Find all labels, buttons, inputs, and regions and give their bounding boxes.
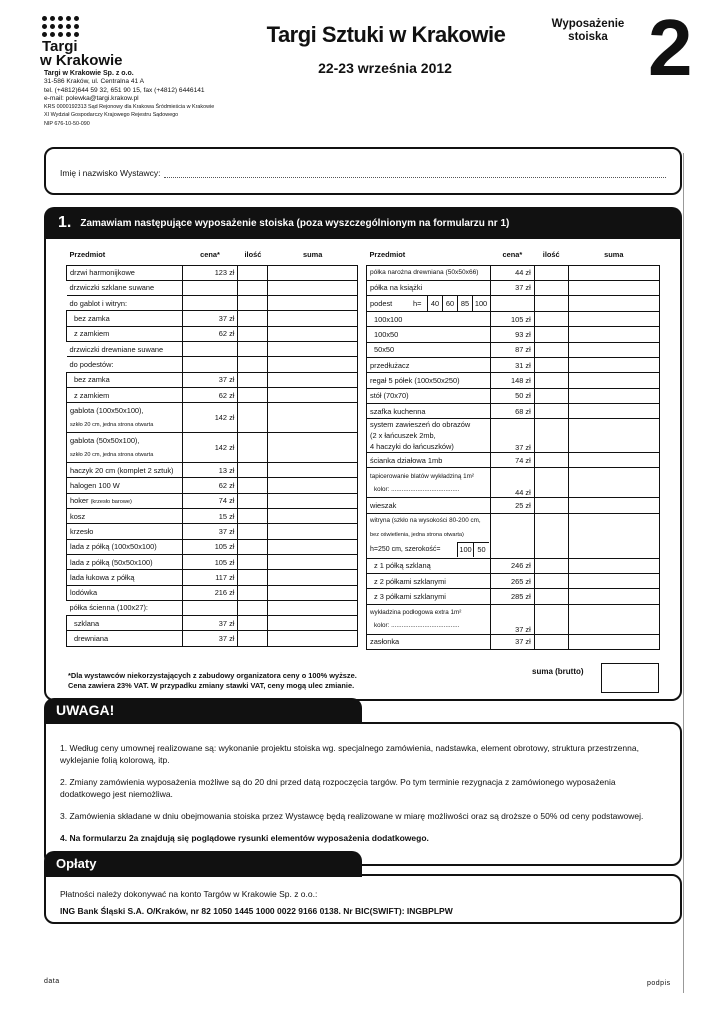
sum-cell[interactable] <box>568 574 659 589</box>
item-price: 148 zł <box>490 373 534 388</box>
table-row <box>367 312 660 327</box>
footnote-line1: *Dla wystawców niekorzystających z zabudowy organizatora ceny o 100% wyższe. <box>68 671 357 680</box>
payment-info: Płatności należy dokonywać na konto Targów w Krakowie Sp. z o.o.: <box>60 889 318 899</box>
qty-cell[interactable] <box>534 265 568 280</box>
table-row <box>367 388 660 403</box>
logo-text-line2: w Krakowie <box>40 52 123 69</box>
table-row <box>67 265 358 280</box>
table-row <box>67 585 358 600</box>
item-price: 265 zł <box>490 574 534 589</box>
qty-cell[interactable] <box>238 387 268 402</box>
sum-cell[interactable] <box>268 326 358 341</box>
width-option[interactable]: 100 <box>457 542 473 557</box>
qty-cell[interactable] <box>534 498 568 513</box>
item-name: halogen 100 W <box>67 478 183 493</box>
item-price: 15 zł <box>182 509 238 524</box>
sum-cell[interactable] <box>268 570 358 585</box>
item-name <box>367 513 491 558</box>
item-name-line: tapicerowanie blatów wykładziną 1m² <box>370 472 474 480</box>
sum-cell[interactable] <box>268 585 358 600</box>
sum-cell[interactable] <box>568 327 659 342</box>
sum-cell[interactable] <box>268 265 358 280</box>
table-row <box>67 341 358 356</box>
qty-cell[interactable] <box>534 357 568 372</box>
table-row <box>367 327 660 342</box>
sum-cell[interactable] <box>268 463 358 478</box>
table-row <box>367 558 660 573</box>
item-price: 31 zł <box>490 357 534 372</box>
item-price: 37 zł <box>182 631 238 646</box>
item-price: 62 zł <box>182 478 238 493</box>
item-price: 62 zł <box>182 387 238 402</box>
table-row <box>67 357 358 372</box>
margin-line <box>683 153 684 993</box>
table-row <box>67 387 358 402</box>
item-name: bez zamka <box>67 372 183 387</box>
item-note: (krzesło barowe) <box>90 499 132 506</box>
item-name: drzwiczki drewniane suwane <box>67 341 183 356</box>
col-sum: suma <box>568 245 659 265</box>
item-price: 50 zł <box>490 388 534 403</box>
table-row <box>367 634 660 649</box>
qty-cell[interactable] <box>238 570 268 585</box>
item-price: 37 zł <box>182 524 238 539</box>
podest-heights <box>367 296 491 312</box>
item-name: z 1 półką szklaną <box>367 558 491 573</box>
item-note: szkło 20 cm, jedna strona otwarta <box>70 421 154 428</box>
item-name <box>367 604 491 634</box>
sum-cell[interactable] <box>568 342 659 357</box>
note-1: 1. Według ceny umownej realizowane są: wykonanie projektu stoiska wg. specjalnego zamówienia, nadstawka, element obrotowy, struktura przestrzenna, wyklejanie folią kolorową, itp. <box>60 743 639 765</box>
sum-cell[interactable] <box>568 498 659 513</box>
table-row <box>67 600 358 615</box>
company-address: 31-586 Kraków, ul. Centralna 41 A <box>44 78 145 86</box>
table-row <box>67 311 358 326</box>
table-row <box>367 604 660 634</box>
company-info <box>44 70 234 128</box>
item-price: 123 zł <box>182 265 238 280</box>
table-row <box>367 498 660 513</box>
company-court: XI Wydział Gospodarczy Krajowego Rejestru Sądowego <box>44 112 179 119</box>
qty-cell[interactable] <box>238 493 268 508</box>
item-price: 246 zł <box>490 558 534 573</box>
note-3: 3. Zamówienia składane w dniu obejmowania stoiska przez Wystawcę będą realizowane w miarę możliwości oraz są droższe o 50% od ceny podstawowej. <box>60 811 644 821</box>
item-price: 74 zł <box>490 453 534 468</box>
item-name: haczyk 20 cm (komplet 2 sztuk) <box>67 463 183 478</box>
equipment-table-right <box>366 245 660 650</box>
item-price: 105 zł <box>490 312 534 327</box>
sum-cell[interactable] <box>268 554 358 569</box>
page-title: Targi Sztuki w Krakowie <box>266 22 506 47</box>
item-price: 216 zł <box>182 585 238 600</box>
table-row <box>367 280 660 295</box>
item-name: przedłużacz <box>367 357 491 372</box>
item-price: 105 zł <box>182 554 238 569</box>
qty-cell[interactable] <box>534 342 568 357</box>
table-row <box>67 403 358 433</box>
qty-cell[interactable] <box>534 604 568 634</box>
sum-cell[interactable] <box>568 265 659 280</box>
table-row <box>67 570 358 585</box>
qty-cell[interactable] <box>238 539 268 554</box>
uwaga-notes <box>44 722 682 866</box>
company-name: Targi w Krakowie Sp. z o.o. <box>44 70 134 77</box>
item-price: 74 zł <box>182 493 238 508</box>
table-row <box>367 574 660 589</box>
equipment-table-left <box>66 245 358 647</box>
qty-cell[interactable] <box>238 326 268 341</box>
qty-cell[interactable] <box>238 554 268 569</box>
item-price: 44 zł <box>490 265 534 280</box>
item-name: drewniana <box>67 631 183 646</box>
item-price: 93 zł <box>490 327 534 342</box>
item-price: 105 zł <box>182 539 238 554</box>
table-row <box>67 478 358 493</box>
table-row <box>67 554 358 569</box>
col-item: Przedmiot <box>367 245 491 265</box>
item-name: wieszak <box>367 498 491 513</box>
item-price: 37 zł <box>490 604 534 634</box>
sum-cell[interactable] <box>568 280 659 295</box>
logo-text-line1: Targi <box>42 38 78 55</box>
item-price: 37 zł <box>490 634 534 649</box>
item-name <box>67 403 183 433</box>
item-price: 68 zł <box>490 403 534 418</box>
company-email: e-mail: polewka@targi.krakow.pl <box>44 94 139 102</box>
oplaty-box <box>44 874 682 924</box>
item-name: z 3 półkami szklanymi <box>367 589 491 604</box>
item-price: 62 zł <box>182 326 238 341</box>
section1-title: Zamawiam następujące wyposażenie stoiska (poza wyszczególnionym na formularzu nr 1) <box>80 217 510 229</box>
item-name: z zamkiem <box>67 326 183 341</box>
qty-cell[interactable] <box>238 372 268 387</box>
item-name-line: gablota (50x50x100), <box>70 435 140 445</box>
item-name: stół (70x70) <box>367 388 491 403</box>
qty-cell[interactable] <box>534 453 568 468</box>
table-row <box>67 524 358 539</box>
item-price: 13 zł <box>182 463 238 478</box>
table-row <box>367 453 660 468</box>
section1-number: 1. <box>58 214 72 231</box>
item-name-line: gablota (100x50x100), <box>70 405 144 415</box>
qty-cell[interactable] <box>534 373 568 388</box>
height-option[interactable]: 60 <box>442 296 457 311</box>
qty-cell[interactable] <box>534 589 568 604</box>
qty-cell[interactable] <box>238 311 268 326</box>
height-option[interactable]: 100 <box>472 296 489 311</box>
qty-cell[interactable] <box>534 327 568 342</box>
table-row <box>367 357 660 372</box>
item-name: lada łukowa z półką <box>67 570 183 585</box>
table-row <box>67 326 358 341</box>
item-price: 25 zł <box>490 498 534 513</box>
company-nip: NIP 676-10-50-090 <box>44 120 90 127</box>
item-name <box>367 468 491 498</box>
item-name: 100x50 <box>367 327 491 342</box>
form-category-line1: Wyposażenie <box>551 18 625 30</box>
item-name-line: 4 haczyki do łańcuszków) <box>370 442 454 452</box>
item-name: ścianka działowa 1mb <box>367 453 491 468</box>
sum-cell[interactable] <box>268 372 358 387</box>
date-label: data <box>44 978 60 985</box>
item-name: półka na książki <box>367 280 491 295</box>
table-row <box>367 265 660 280</box>
table-row <box>67 509 358 524</box>
qty-cell[interactable] <box>238 433 268 463</box>
item-name: do gablot i witryn: <box>67 296 183 311</box>
item-price: 37 zł <box>490 419 534 453</box>
sum-cell[interactable] <box>568 634 659 649</box>
qty-cell[interactable] <box>534 419 568 453</box>
footnote-line2: Cena zawiera 23% VAT. W przypadku zmiany stawki VAT, ceny mogą ulec zmianie. <box>68 681 355 690</box>
item-name <box>67 493 183 508</box>
logo-dots-icon <box>42 16 78 38</box>
item-name: do podestów: <box>67 357 183 372</box>
item-name: półka ścienna (100x27): <box>67 600 183 615</box>
item-name: bez zamka <box>67 311 183 326</box>
qty-cell[interactable] <box>238 463 268 478</box>
item-name: 50x50 <box>367 342 491 357</box>
item-price: 37 zł <box>182 311 238 326</box>
total-label: suma (brutto) <box>532 667 584 676</box>
price-footnote <box>68 671 357 691</box>
item-name: z 2 półkami szklanymi <box>367 574 491 589</box>
col-price: cena* <box>490 245 534 265</box>
col-item: Przedmiot <box>67 245 183 265</box>
item-name-line: witryna (szkło na wysokości 80-200 cm, <box>370 517 481 525</box>
qty-cell[interactable] <box>238 631 268 646</box>
sum-cell[interactable] <box>568 589 659 604</box>
table-row <box>67 372 358 387</box>
table-row <box>367 419 660 453</box>
table-row <box>67 280 358 295</box>
table-row <box>67 493 358 508</box>
sum-cell[interactable] <box>568 558 659 573</box>
table-row <box>367 403 660 418</box>
sum-cell[interactable] <box>268 387 358 402</box>
sum-cell[interactable] <box>268 311 358 326</box>
exhibitor-label: Imię i nazwisko Wystawcy: <box>60 168 161 178</box>
table-row <box>67 433 358 463</box>
table-row <box>367 589 660 604</box>
qty-cell[interactable] <box>238 585 268 600</box>
item-name: podest <box>370 299 393 309</box>
table-row <box>367 373 660 388</box>
item-price: 285 zł <box>490 589 534 604</box>
exhibitor-box <box>44 147 682 195</box>
item-note: szkło 20 cm, jedna strona otwarta <box>70 451 154 458</box>
table-row <box>367 468 660 498</box>
company-phone: tel. (+4812)644 59 32, 651 90 15, fax (+4812) 6446141 <box>44 86 205 94</box>
table-row <box>67 616 358 631</box>
form-category-line2: stoiska <box>568 31 608 43</box>
item-name-main: hoker <box>70 496 89 506</box>
qty-cell[interactable] <box>238 509 268 524</box>
table-row <box>67 539 358 554</box>
sum-cell[interactable] <box>568 604 659 634</box>
height-option[interactable]: 40 <box>427 296 442 311</box>
uwaga-title: UWAGA! <box>44 698 362 724</box>
item-price: 87 zł <box>490 342 534 357</box>
item-name: z zamkiem <box>67 387 183 402</box>
qty-cell[interactable] <box>238 616 268 631</box>
item-note: bez oświetlenia, jedna strona otwarta) <box>370 532 464 539</box>
item-name: drzwi harmonijkowe <box>67 265 183 280</box>
qty-cell[interactable] <box>534 574 568 589</box>
sum-cell[interactable] <box>568 468 659 498</box>
item-name: lodówka <box>67 585 183 600</box>
event-dates: 22-23 września 2012 <box>318 60 452 76</box>
sum-cell[interactable] <box>268 493 358 508</box>
qty-cell[interactable] <box>534 403 568 418</box>
col-qty: ilość <box>534 245 568 265</box>
col-qty: ilość <box>238 245 268 265</box>
sum-cell[interactable] <box>568 419 659 453</box>
item-name: drzwiczki szklane suwane <box>67 280 183 295</box>
item-name: zasłonka <box>367 634 491 649</box>
item-name: szafka kuchenna <box>367 403 491 418</box>
sum-cell[interactable] <box>568 312 659 327</box>
table-row <box>367 342 660 357</box>
item-price: 142 zł <box>182 403 238 433</box>
item-price: 37 zł <box>490 280 534 295</box>
qty-cell[interactable] <box>534 558 568 573</box>
sum-cell[interactable] <box>268 433 358 463</box>
item-name: 100x100 <box>367 312 491 327</box>
form-category <box>548 18 628 44</box>
col-price: cena* <box>182 245 238 265</box>
color-field[interactable]: kolor: ....................................... <box>374 485 460 493</box>
table-row <box>67 463 358 478</box>
sum-cell[interactable] <box>568 373 659 388</box>
table-row <box>67 296 358 311</box>
qty-cell[interactable] <box>534 634 568 649</box>
qty-cell[interactable] <box>238 265 268 280</box>
note-2: 2. Zmiany zamówienia wyposażenia możliwe są do 20 dni przed datą rozpoczęcia targów. Po tym terminie rezygnacja z zamówionego wyposażenia dodatkowego jest niemożliwa. <box>60 777 616 799</box>
form-number: 2 <box>648 3 693 92</box>
sum-cell[interactable] <box>268 616 358 631</box>
item-name: regał 5 półek (100x50x250) <box>367 373 491 388</box>
item-name-line: h=250 cm, szerokość= <box>370 545 441 553</box>
item-name: lada z półką (50x50x100) <box>67 554 183 569</box>
oplaty-title: Opłaty <box>44 851 362 877</box>
qty-cell[interactable] <box>534 280 568 295</box>
qty-cell[interactable] <box>238 478 268 493</box>
section1-header <box>44 207 682 239</box>
item-name-line: (2 x łańcuszek 2mb, <box>370 431 436 441</box>
item-price: 37 zł <box>182 372 238 387</box>
height-label: h= <box>413 299 422 309</box>
item-name: krzesło <box>67 524 183 539</box>
item-price: 142 zł <box>182 433 238 463</box>
item-price: 117 zł <box>182 570 238 585</box>
item-name <box>67 433 183 463</box>
item-name: półka narożna drewniana (50x50x66) <box>367 265 491 280</box>
item-price: 37 zł <box>182 616 238 631</box>
qty-cell[interactable] <box>534 312 568 327</box>
item-name: kosz <box>67 509 183 524</box>
total-field[interactable] <box>601 663 659 693</box>
sum-cell[interactable] <box>268 509 358 524</box>
sum-cell[interactable] <box>268 539 358 554</box>
item-name-line: system zawieszeń do obrazów <box>370 420 471 430</box>
table-row <box>67 631 358 646</box>
height-option[interactable]: 85 <box>457 296 472 311</box>
bank-account: ING Bank Śląski S.A. O/Kraków, nr 82 1050 1445 1000 0022 9166 0138. Nr BIC(SWIFT): INGBPLPW <box>60 906 453 916</box>
table-row <box>367 296 660 312</box>
item-name: szklana <box>67 616 183 631</box>
qty-cell[interactable] <box>238 524 268 539</box>
sum-cell[interactable] <box>268 524 358 539</box>
sum-cell[interactable] <box>268 403 358 433</box>
sum-cell[interactable] <box>568 403 659 418</box>
qty-cell[interactable] <box>534 468 568 498</box>
qty-cell[interactable] <box>238 403 268 433</box>
table-row <box>367 513 660 558</box>
width-option[interactable]: 50 <box>473 542 489 557</box>
company-krs: KRS 0000192313 Sąd Rejonowy dla Krakowa Śródmieścia w Krakowie <box>44 104 215 111</box>
sum-cell[interactable] <box>568 453 659 468</box>
qty-cell[interactable] <box>534 388 568 403</box>
sum-cell[interactable] <box>268 631 358 646</box>
color-field[interactable]: kolor: ....................................... <box>374 622 460 630</box>
sum-cell[interactable] <box>568 357 659 372</box>
exhibitor-name-field[interactable] <box>164 170 666 178</box>
signature-label: podpis <box>647 980 671 987</box>
item-name-line: wykładzina podłogowa extra 1m² <box>370 609 462 617</box>
col-sum: suma <box>268 245 358 265</box>
sum-cell[interactable] <box>268 478 358 493</box>
item-name <box>367 419 491 453</box>
note-4: 4. Na formularzu 2a znajdują się poglądowe rysunki elementów wyposażenia dodatkowego. <box>60 833 429 843</box>
sum-cell[interactable] <box>568 388 659 403</box>
item-price: 44 zł <box>490 468 534 498</box>
item-name: lada z półką (100x50x100) <box>67 539 183 554</box>
